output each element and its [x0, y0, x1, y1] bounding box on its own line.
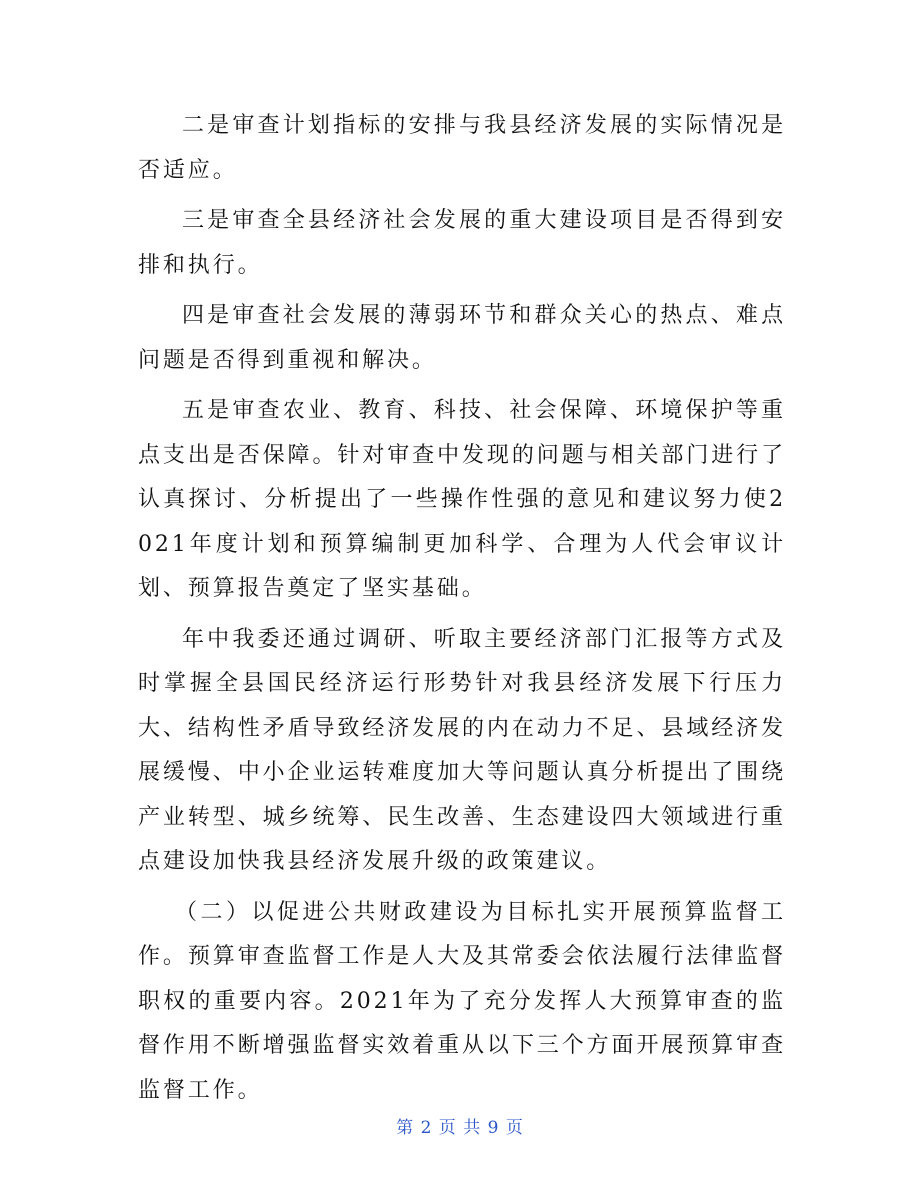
paragraph-item-two: 二是审查计划指标的安排与我县经济发展的实际情况是否适应。: [138, 113, 786, 183]
paragraph-item-five: 五是审查农业、教育、科技、社会保障、环境保护等重点支出是否保障。针对审查中发现的问题与相关部门进行了认真探讨、分析提出了一些操作性强的意见和建议努力使2021年度计划和预算编制更加科学、合理为人代会审议计划、预算报告奠定了坚实基础。: [138, 398, 786, 601]
paragraph-item-three: 三是审查全县经济社会发展的重大建设项目是否得到安排和执行。: [138, 208, 786, 278]
paragraph-item-four: 四是审查社会发展的薄弱环节和群众关心的热点、难点问题是否得到重视和解决。: [138, 303, 786, 373]
document-body: [138, 104, 786, 1119]
page-number-footer: 第 2 页 共 9 页: [396, 1118, 524, 1138]
paragraph-section-two: （二）以促进公共财政建设为目标扎实开展预算监督工作。预算审查监督工作是人大及其常委会依法履行法律监督职权的重要内容。2021年为了充分发挥人大预算审查的监督作用不断增强监督实效着重从以下三个方面开展预算审查监督工作。: [138, 899, 786, 1103]
paragraph-midyear-work: 年中我委还通过调研、听取主要经济部门汇报等方式及时掌握全县国民经济运行形势针对我县经济发展下行压力大、结构性矛盾导致经济发展的内在动力不足、县域经济发展缓慢、中小企业运转难度加大等问题认真分析提出了围绕产业转型、城乡统筹、民生改善、生态建设四大领域进行重点建设加快我县经济发展升级的政策建议。: [138, 626, 786, 874]
